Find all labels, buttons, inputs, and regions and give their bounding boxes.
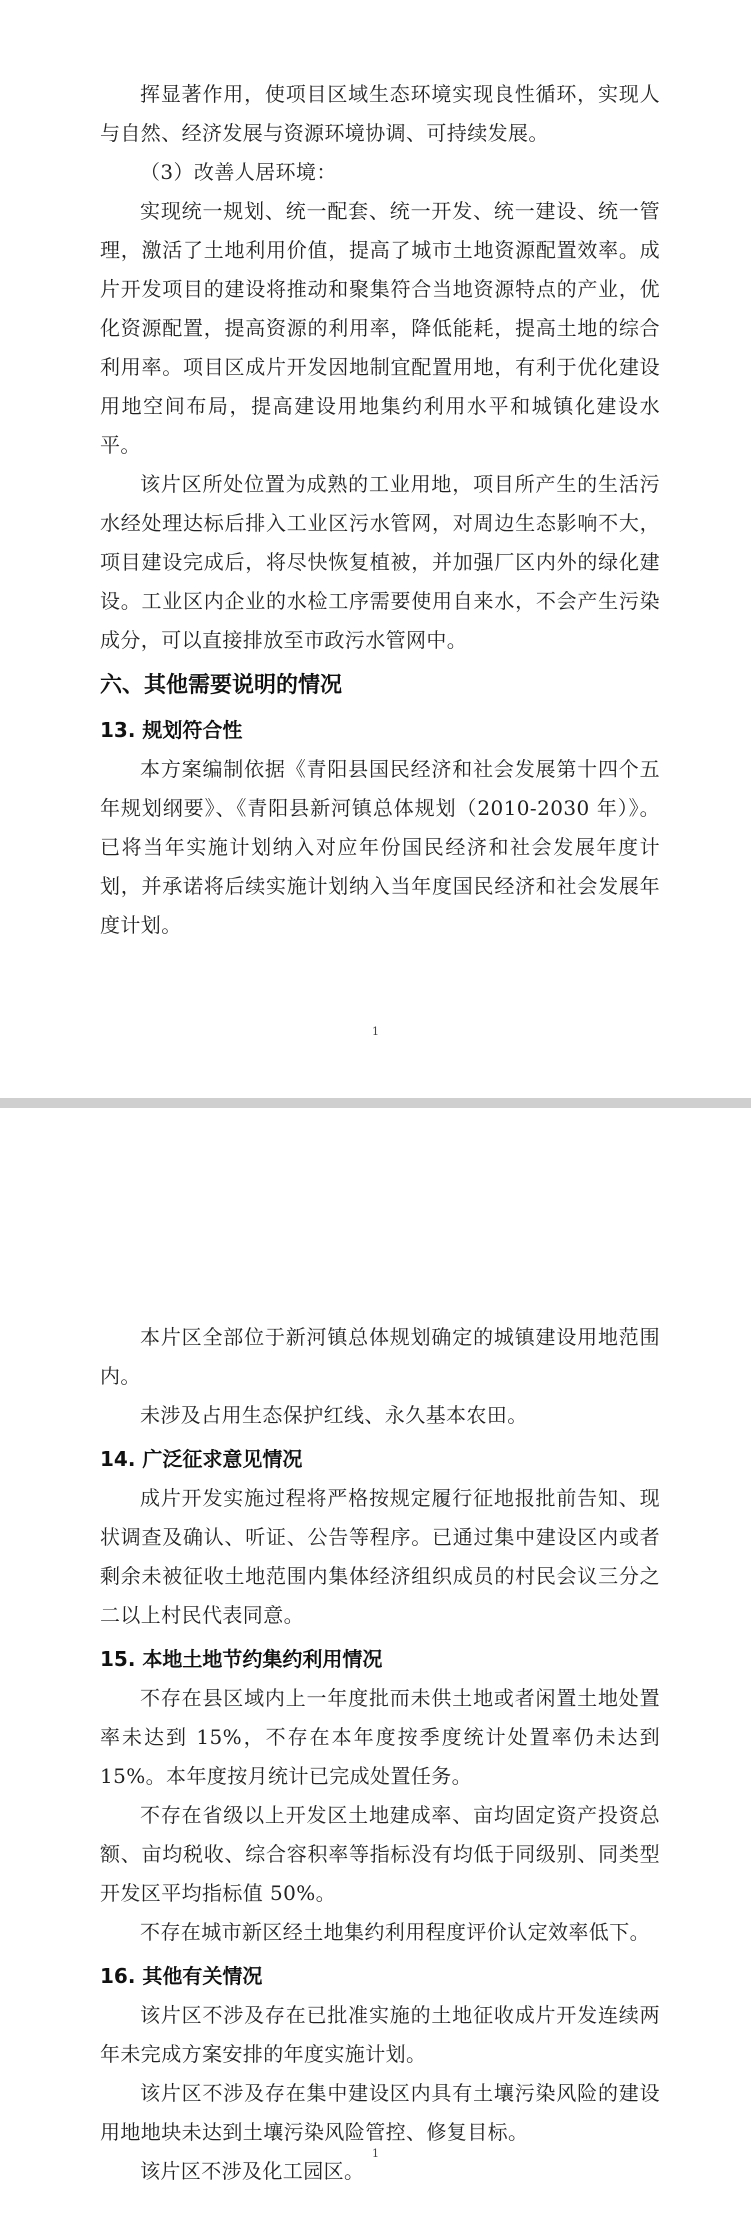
subsection-heading-13: 13. 规划符合性 — [100, 718, 243, 742]
document-page-2 — [0, 1108, 751, 2235]
page-number: 1 — [372, 1025, 379, 1038]
paragraph: 本片区全部位于新河镇总体规划确定的城镇建设用地范围内。 — [100, 1325, 660, 1388]
section-heading: 六、其他需要说明的情况 — [100, 673, 343, 698]
page-number: 1 — [372, 2147, 379, 2160]
paragraph: 实现统一规划、统一配套、统一开发、统一建设、统一管理，激活了土地利用价值，提高了城市土地资源配置效率。成片开发项目的建设将推动和聚集符合当地资源特点的产业，优化资源配置，提高资源的利用率，降低能耗，提高土地的综合利用率。项目区成片开发因地制宜配置用地，有利于优化建设用地空间布局，提高建设用地集约利用水平和城镇化建设水平。 — [100, 199, 660, 457]
document-page-1 — [0, 0, 751, 1098]
paragraph: 该片区不涉及存在集中建设区内具有土壤污染风险的建设用地地块未达到土壤污染风险管控、修复目标。 — [100, 2081, 660, 2144]
paragraph: 不存在城市新区经土地集约利用程度评价认定效率低下。 — [140, 1920, 650, 1944]
paragraph: 该片区不涉及化工园区。 — [140, 2159, 365, 2183]
paragraph: 未涉及占用生态保护红线、永久基本农田。 — [140, 1403, 528, 1427]
page-separator — [0, 1098, 751, 1108]
paragraph: 成片开发实施过程将严格按规定履行征地报批前告知、现状调查及确认、听证、公告等程序。已通过集中建设区内或者剩余未被征收土地范围内集体经济组织成员的村民会议三分之二以上村民代表同意。 — [100, 1486, 660, 1627]
subsection-heading-15: 15. 本地土地节约集约利用情况 — [100, 1647, 383, 1671]
paragraph: 该片区所处位置为成熟的工业用地，项目所产生的生活污水经处理达标后排入工业区污水管网，对周边生态影响不大，项目建设完成后，将尽快恢复植被，并加强厂区内外的绿化建设。工业区内企业的水检工序需要使用自来水，不会产生污染成分，可以直接排放至市政污水管网中。 — [100, 472, 660, 652]
paragraph: 不存在县区域内上一年度批而未供土地或者闲置土地处置率未达到 15%，不存在本年度按季度统计处置率仍未达到 15%。本年度按月统计已完成处置任务。 — [100, 1686, 660, 1788]
sub-heading: （3）改善人居环境： — [140, 160, 337, 184]
paragraph: 挥显著作用，使项目区域生态环境实现良性循环，实现人与自然、经济发展与资源环境协调、可持续发展。 — [100, 82, 660, 145]
page-2-body — [100, 1318, 660, 2191]
paragraph: 本方案编制依据《青阳县国民经济和社会发展第十四个五年规划纲要》、《青阳县新河镇总体规划（2010-2030 年）》。已将当年实施计划纳入对应年份国民经济和社会发展年度计划，并承诺将后续实施计划纳入当年度国民经济和社会发展年度计划。 — [100, 757, 660, 937]
subsection-heading-14: 14. 广泛征求意见情况 — [100, 1447, 303, 1471]
paragraph: 该片区不涉及存在已批准实施的土地征收成片开发连续两年未完成方案安排的年度实施计划。 — [100, 2003, 660, 2066]
page-1-body — [100, 75, 660, 945]
paragraph: 不存在省级以上开发区土地建成率、亩均固定资产投资总额、亩均税收、综合容积率等指标没有均低于同级别、同类型开发区平均指标值 50%。 — [100, 1803, 660, 1905]
subsection-heading-16: 16. 其他有关情况 — [100, 1964, 263, 1988]
